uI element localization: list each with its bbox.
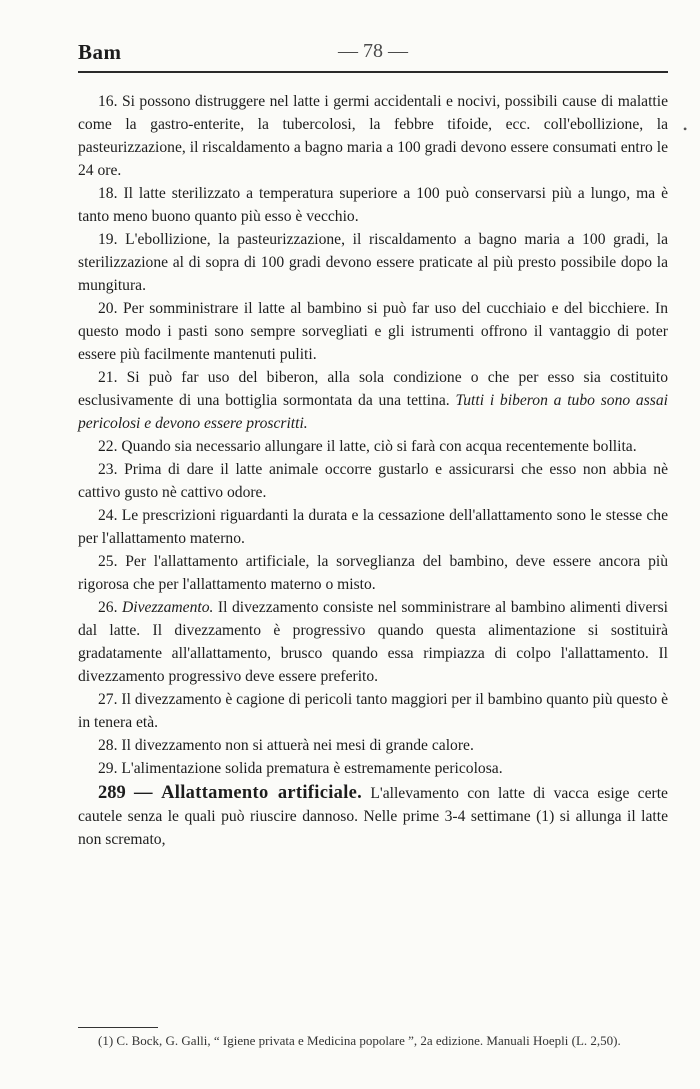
running-title: Bam bbox=[78, 40, 122, 64]
paragraph-26-italic: Divezzamento. bbox=[122, 599, 214, 616]
paragraph-21-italic: Tutti i biberon a tubo sono assai pericolosi e devono essere proscritti. bbox=[78, 392, 668, 432]
footnote-rule bbox=[78, 1027, 158, 1028]
paragraph-25: 25. Per l'allattamento artificiale, la sorveglianza del bambino, deve essere ancora più rigorosa che per l'allattamento materno o misto. bbox=[78, 553, 668, 593]
paragraph-18: 18. Il latte sterilizzato a temperatura superiore a 100 può conservarsi più a lungo, ma è tanto meno buono quanto più esso è vecchio. bbox=[78, 185, 668, 225]
paragraph-27: 27. Il divezzamento è cagione di pericoli tanto maggiori per il bambino quanto più questo è in tenera età. bbox=[78, 691, 668, 731]
paragraph-21-text: 21. Si può far uso del biberon, alla sola condizione o che per esso sia costituito esclusivamente di una bottiglia sormontata da una tettina. bbox=[78, 369, 668, 409]
paragraph-21 bbox=[78, 366, 668, 435]
header-rule bbox=[78, 71, 668, 73]
paragraph-22: 22. Quando sia necessario allungare il latte, ciò si farà con acqua recentemente bollita. bbox=[98, 438, 637, 455]
section-289-number: 289 bbox=[98, 783, 126, 803]
paragraph-28: 28. Il divezzamento non si attuerà nei mesi di grande calore. bbox=[98, 737, 474, 754]
footnote bbox=[78, 1031, 668, 1051]
page-number: — 78 — bbox=[338, 40, 408, 62]
paragraph-26-text: Il divezzamento consiste nel somministrare al bambino alimenti diversi dal latte. Il divezzamento è progressivo quando questa alimentazione si sostituirà gradatamente all'allattamento, brusco quando essa rimpiazza di colpo l'allattamento. Il divezzamento progressivo deve essere preferito. bbox=[78, 599, 668, 685]
paragraph-20: 20. Per somministrare il latte al bambino si può far uso del cucchiaio e del bicchiere. In questo modo i pasti sono sempre sorvegliati e gli istrumenti offrono il vantaggio di poter essere più facilmente mantenuti puliti. bbox=[78, 300, 668, 363]
paragraph-29: 29. L'alimentazione solida prematura è estremamente pericolosa. bbox=[98, 760, 503, 777]
section-289-title: — Allattamento artificiale. bbox=[134, 783, 363, 803]
body-text bbox=[78, 90, 668, 851]
paragraph-24: 24. Le prescrizioni riguardanti la durata e la cessazione dell'allattamento sono le stesse che per l'allattamento materno. bbox=[78, 507, 668, 547]
paragraph-16: 16. Si possono distruggere nel latte i germi accidentali e nocivi, possibili cause di malattie come la gastro-enterite, la tubercolosi, la febbre tifoide, ecc. coll'ebollizione, la pasteurizzazione, il riscaldamento a bagno maria a 100 gradi devono essere consumati entro le 24 ore. bbox=[78, 93, 668, 179]
paragraph-26-number: 26. bbox=[98, 599, 118, 616]
section-289 bbox=[78, 782, 668, 851]
paragraph-23: 23. Prima di dare il latte animale occorre gustarlo e assicurarsi che esso non abbia nè cattivo gusto nè cattivo odore. bbox=[78, 461, 668, 501]
page-header bbox=[78, 38, 668, 72]
footnote-text: (1) C. Bock, G. Galli, “ Igiene privata e Medicina popolare ”, 2a edizione. Manuali Hoepli (L. 2,50). bbox=[98, 1033, 621, 1048]
margin-mark: • bbox=[683, 122, 688, 136]
paragraph-26 bbox=[78, 596, 668, 688]
section-289-text: L'allevamento con latte di vacca esige certe cautele senza le quali può riuscire dannoso. Nelle prime 3-4 settimane (1) si allunga il latte non scremato, bbox=[78, 785, 668, 848]
paragraph-19: 19. L'ebollizione, la pasteurizzazione, il riscaldamento a bagno maria a 100 gradi, la sterilizzazione al di sopra di 100 gradi devono essere praticate al più presto possibile dopo la mungitura. bbox=[78, 231, 668, 294]
